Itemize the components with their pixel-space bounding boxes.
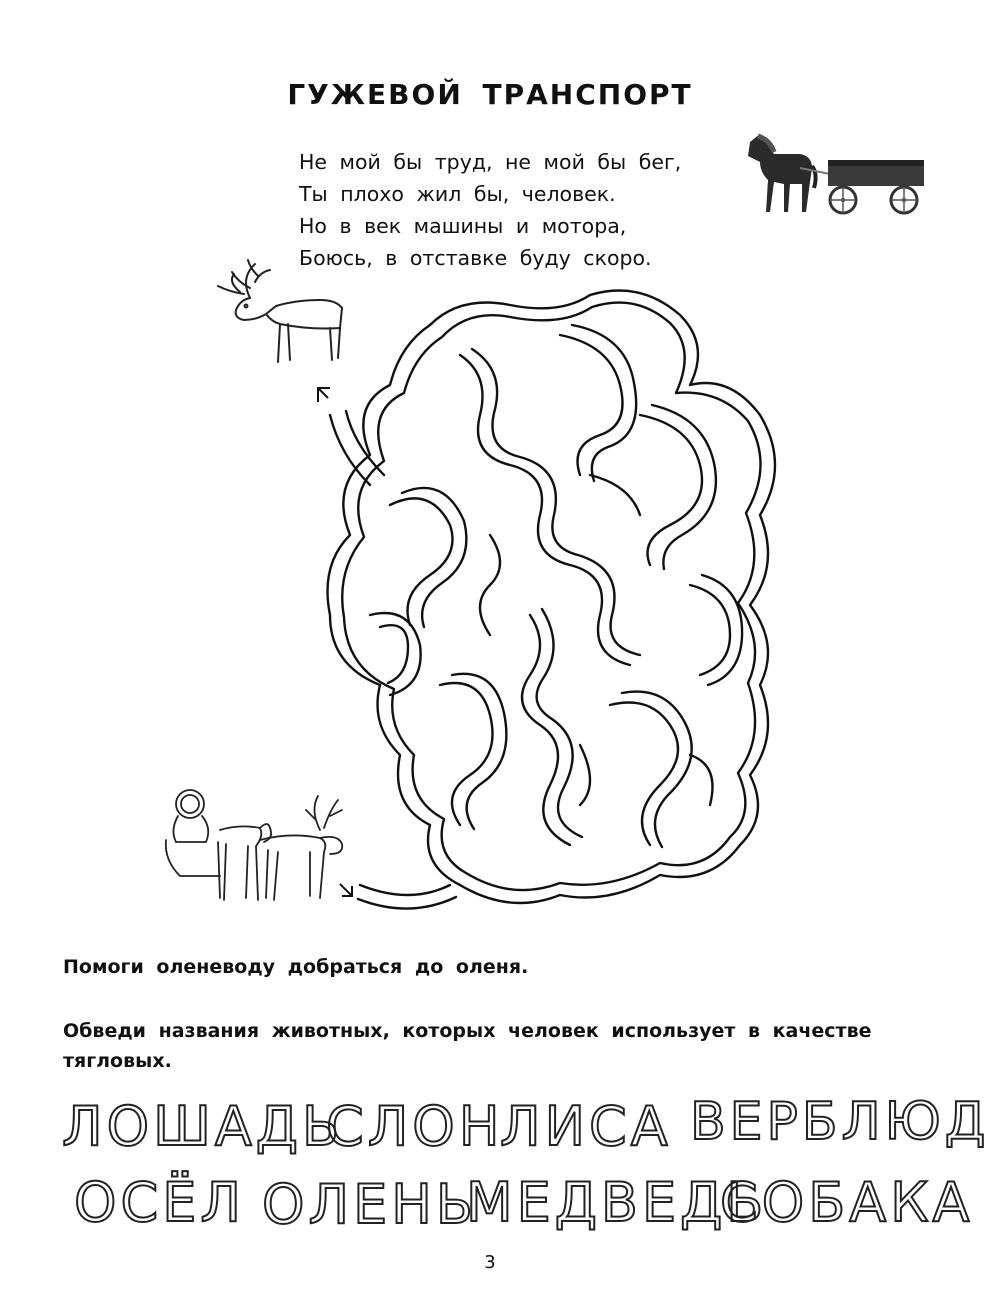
page-title: ГУЖЕВОЙ ТРАНСПОРТ	[287, 78, 693, 111]
trace-word: ОСЁЛ	[74, 1171, 245, 1234]
trace-word: ВЕРБЛЮД	[690, 1092, 990, 1152]
arrow-up-icon	[312, 382, 336, 406]
trace-word: СОБАКА	[720, 1171, 974, 1234]
maze-instruction: Помоги оленеводу добраться до оленя.	[63, 956, 529, 978]
reindeer-sled-icon	[160, 780, 350, 920]
page-number: 3	[484, 1252, 496, 1273]
poem-line: Не мой бы труд, не мой бы бег,	[299, 150, 682, 174]
trace-word: ОЛЕНЬ	[262, 1173, 477, 1236]
poem-line: Но в век машины и мотора,	[299, 214, 627, 238]
maze-icon[interactable]	[310, 285, 790, 935]
trace-word: ЛОШАДЬ	[62, 1095, 344, 1158]
poem-line: Боюсь, в отставке буду скоро.	[299, 246, 652, 270]
horse-cart-icon	[730, 122, 930, 222]
trace-word: МЕДВЕДЬ	[466, 1171, 768, 1234]
poem-line: Ты плохо жил бы, человек.	[299, 182, 616, 206]
poem	[299, 146, 681, 274]
trace-word: ЛИСА	[500, 1095, 672, 1158]
trace-instruction: Обведи названия животных, которых человек использует в качестве тягловых.	[63, 1020, 872, 1072]
trace-word: СЛОН	[326, 1095, 504, 1158]
